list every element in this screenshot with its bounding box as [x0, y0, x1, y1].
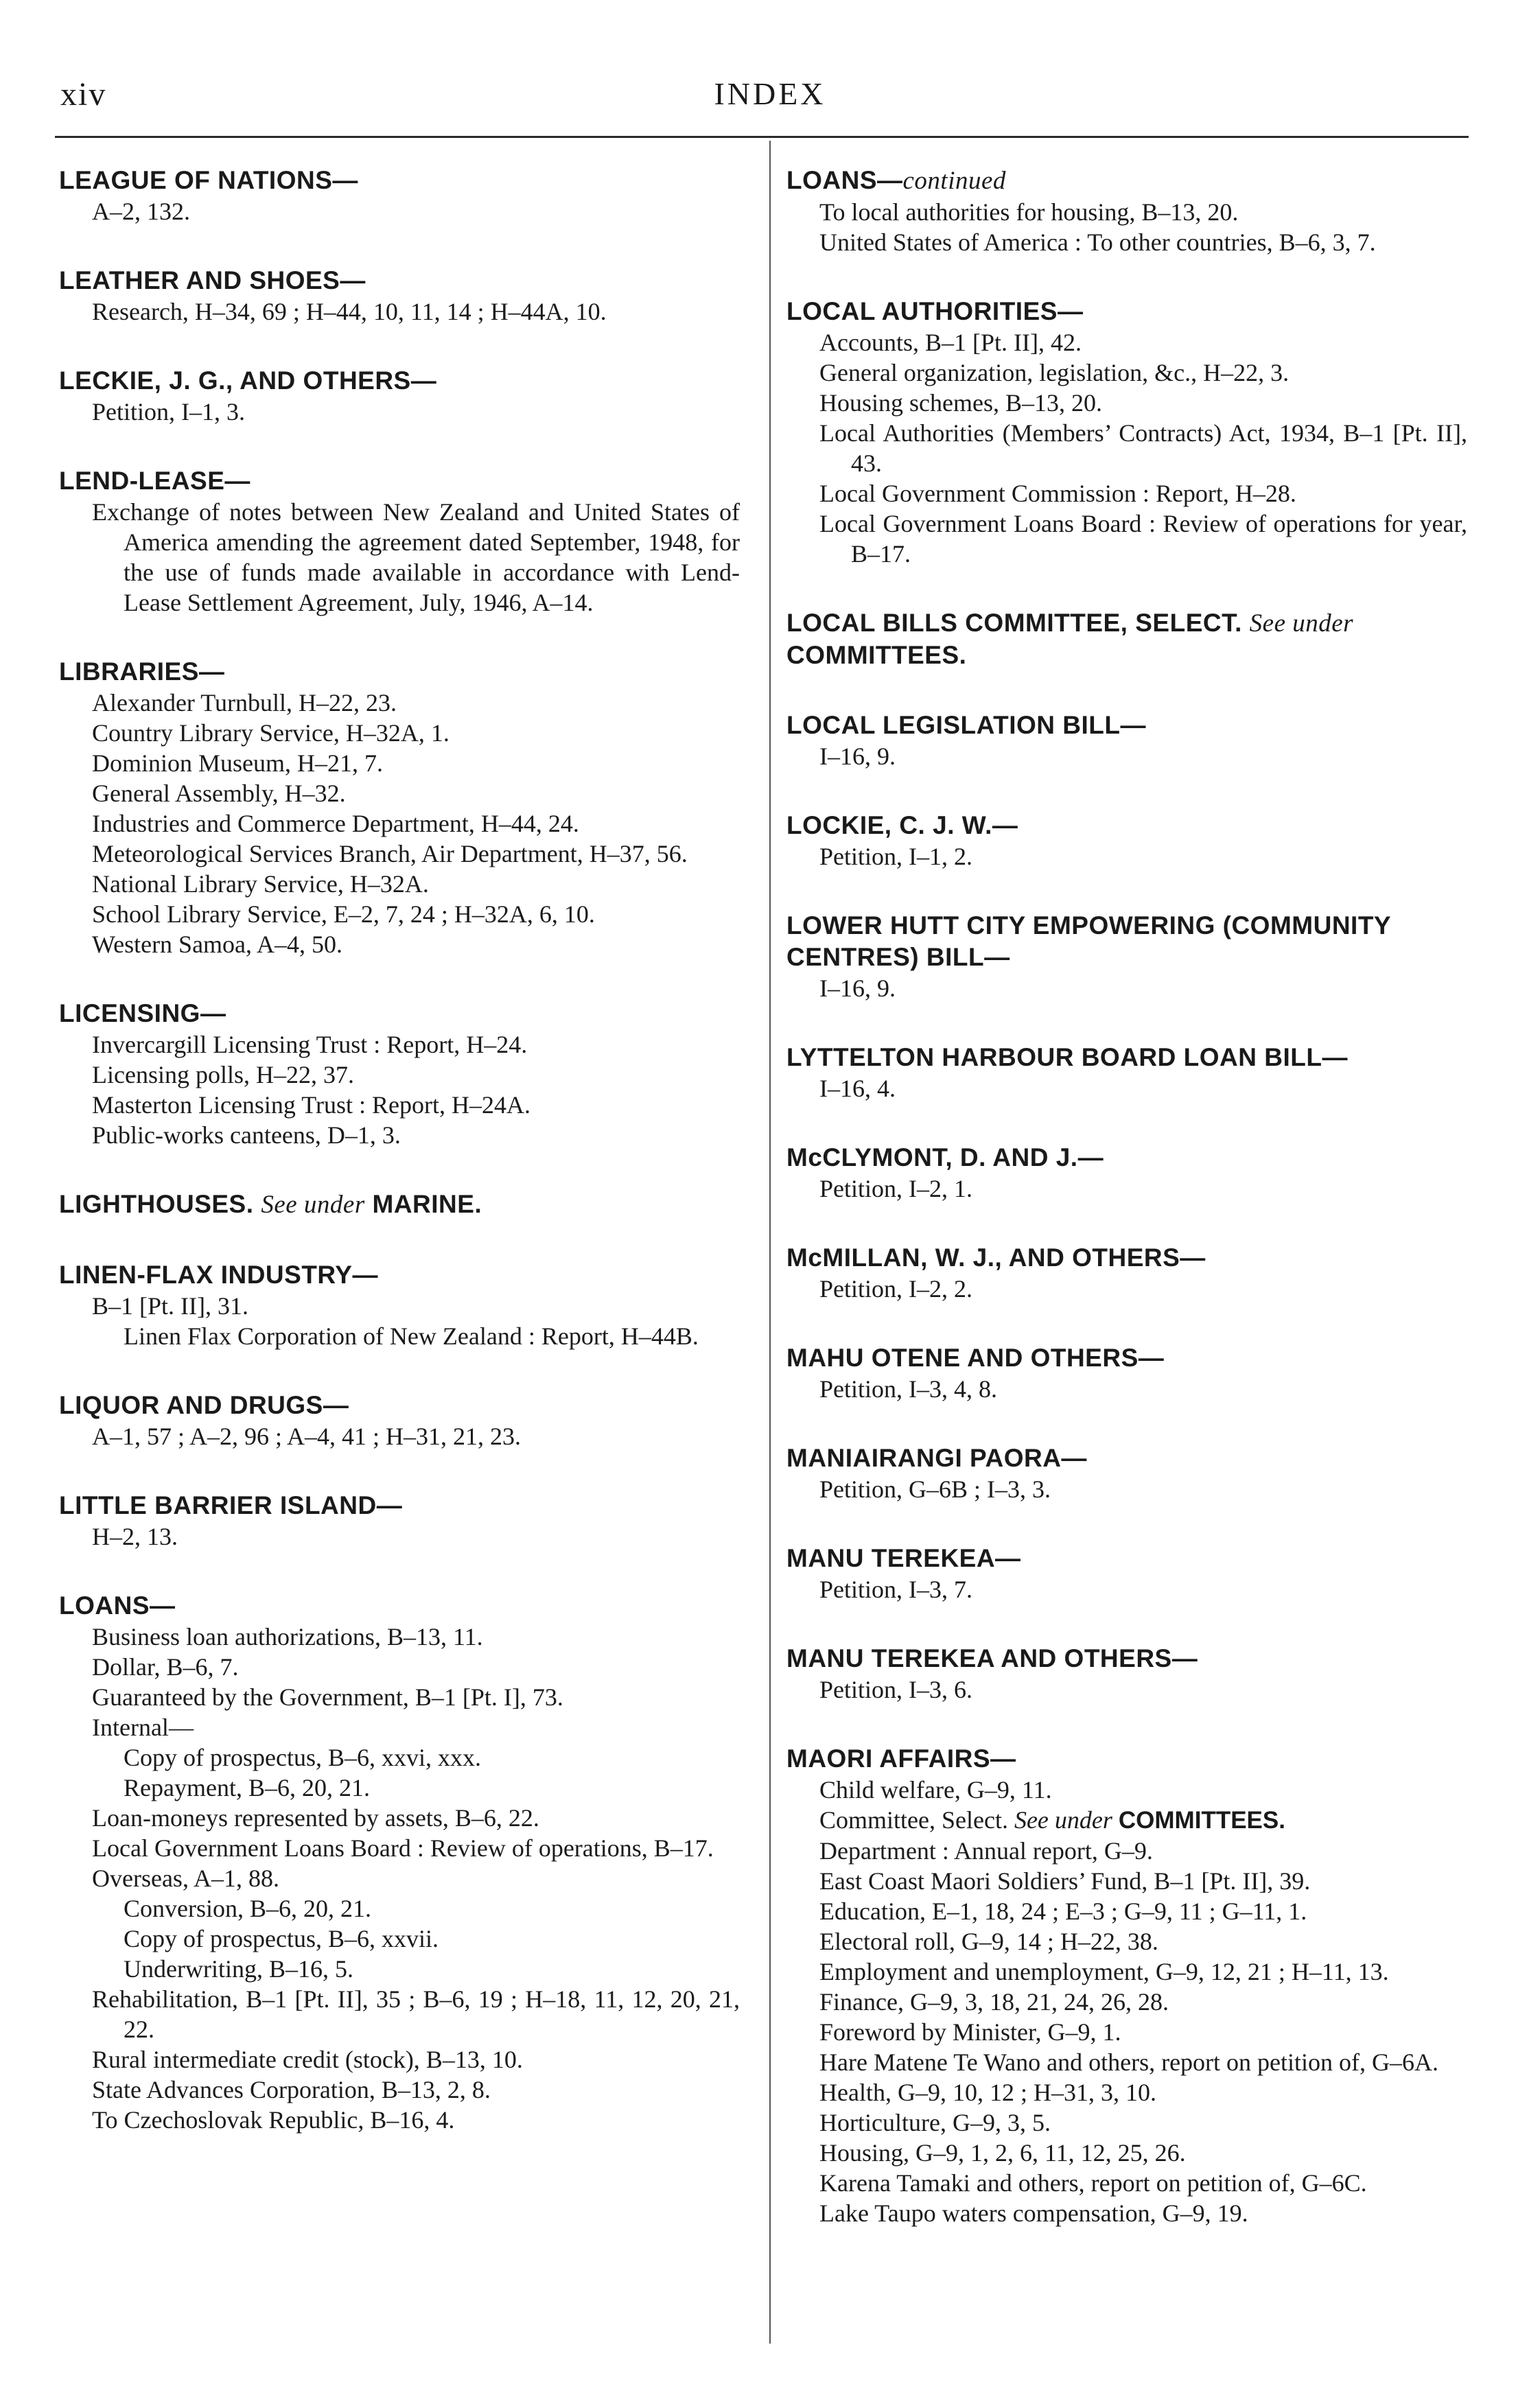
index-line: [59, 296, 740, 327]
line-text: Repayment, B–6, 20, 21.: [124, 1774, 370, 1801]
line-text: Underwriting, B–16, 5.: [124, 1955, 353, 1983]
index-line: [786, 2138, 1467, 2168]
line-text: Masterton Licensing Trust : Report, H–24A.: [92, 1091, 530, 1119]
index-line: [786, 388, 1467, 418]
index-entry: [59, 1390, 740, 1451]
heading-text: LITTLE BARRIER ISLAND—: [59, 1491, 403, 1519]
line-text: School Library Service, E–2, 7, 24 ; H–32A, 6, 10.: [92, 900, 595, 928]
index-entry: [786, 710, 1467, 771]
entry-heading: [786, 1242, 1467, 1274]
entry-heading: [786, 165, 1467, 197]
index-line: [59, 196, 740, 226]
index-line: [786, 418, 1467, 478]
heading-text: LEATHER AND SHOES—: [59, 266, 366, 294]
heading-text: MANU TEREKEA AND OTHERS—: [786, 1644, 1198, 1672]
line-text: Petition, I–3, 7.: [819, 1576, 972, 1603]
index-line: [59, 1321, 740, 1351]
line-text: Petition, I–1, 3.: [92, 398, 245, 425]
line-text: Local Authorities (Members’ Contracts) Act, 1934, B–1 [Pt. II], 43.: [819, 419, 1467, 477]
index-line: [59, 1421, 740, 1451]
line-text: Local Government Loans Board : Review of operations for year, B–17.: [819, 510, 1467, 568]
entry-heading: [59, 465, 740, 497]
cross-reference: COMMITTEES.: [1118, 1807, 1285, 1834]
index-line: [786, 2077, 1467, 2108]
line-text: Copy of prospectus, B–6, xxvi, xxx.: [124, 1744, 481, 1771]
column-divider: [769, 141, 771, 2344]
index-line: [786, 227, 1467, 257]
index-line: [786, 1674, 1467, 1705]
line-text: Industries and Commerce Department, H–44, 24.: [92, 810, 579, 837]
entry-heading: [786, 1643, 1467, 1674]
index-line: [786, 973, 1467, 1003]
line-text: Petition, I–1, 2.: [819, 843, 972, 870]
entry-heading: [59, 1390, 740, 1421]
heading-text: LYTTELTON HARBOUR BOARD LOAN BILL—: [786, 1043, 1348, 1071]
index-entry: [786, 1042, 1467, 1104]
index-entry: [59, 265, 740, 327]
heading-text: MAORI AFFAIRS—: [786, 1744, 1016, 1773]
line-text: Country Library Service, H–32A, 1.: [92, 719, 450, 747]
line-text: Petition, I–3, 4, 8.: [819, 1375, 997, 1403]
heading-text: LICENSING—: [59, 999, 226, 1027]
line-text: Petition, G–6B ; I–3, 3.: [819, 1475, 1051, 1503]
index-entry: [786, 1342, 1467, 1404]
heading-text: LOCAL BILLS COMMITTEE, SELECT.: [786, 609, 1242, 637]
heading-text: LIBRARIES—: [59, 657, 225, 686]
left-column: [59, 165, 740, 2173]
line-text: I–16, 4.: [819, 1075, 896, 1102]
index-line: [786, 1073, 1467, 1104]
line-text: General Assembly, H–32.: [92, 780, 346, 807]
entry-heading: [786, 1443, 1467, 1474]
heading-text: LOWER HUTT CITY EMPOWERING (COMMUNITY CENTRES) BILL—: [786, 911, 1391, 971]
index-line: [786, 1775, 1467, 1805]
line-text: Rehabilitation, B–1 [Pt. II], 35 ; B–6, 19 ; H–18, 11, 12, 20, 21, 22.: [92, 1985, 740, 2043]
index-line: [786, 1174, 1467, 1204]
index-line: [59, 1652, 740, 1682]
heading-suffix: continued: [902, 167, 1006, 195]
entry-heading: [786, 1342, 1467, 1374]
line-text: To Czechoslovak Republic, B–16, 4.: [92, 2106, 455, 2134]
index-entry: [59, 465, 740, 618]
index-line: [786, 2168, 1467, 2198]
line-text: Department : Annual report, G–9.: [819, 1837, 1153, 1865]
heading-text: LIQUOR AND DRUGS—: [59, 1391, 349, 1419]
line-text: A–2, 132.: [92, 198, 190, 225]
line-text: General organization, legislation, &c., H–22, 3.: [819, 359, 1290, 386]
heading-text: LECKIE, J. G., AND OTHERS—: [59, 366, 437, 395]
line-text: Dominion Museum, H–21, 7.: [92, 749, 384, 777]
line-text: Education, E–1, 18, 24 ; E–3 ; G–9, 11 ; G–11, 1.: [819, 1898, 1307, 1925]
cross-reference: COMMITTEES.: [786, 641, 967, 669]
index-entry: [786, 1643, 1467, 1705]
index-line: [786, 741, 1467, 771]
index-line: [59, 1682, 740, 1712]
line-text: Western Samoa, A–4, 50.: [92, 931, 343, 958]
line-text: Dollar, B–6, 7.: [92, 1653, 239, 1681]
heading-text: LOANS—: [786, 166, 903, 194]
line-text: Accounts, B–1 [Pt. II], 42.: [819, 329, 1082, 356]
heading-text: McCLYMONT, D. AND J.—: [786, 1143, 1104, 1171]
heading-text: LIGHTHOUSES.: [59, 1190, 254, 1218]
index-entry: [786, 810, 1467, 872]
entry-heading: [786, 1042, 1467, 1073]
index-line: [59, 899, 740, 929]
heading-text: MANU TEREKEA—: [786, 1544, 1021, 1572]
index-line: [59, 718, 740, 748]
index-line: [786, 509, 1467, 569]
index-entry: [786, 607, 1467, 671]
entry-heading: [59, 998, 740, 1029]
index-line: [59, 1622, 740, 1652]
line-text: Child welfare, G–9, 11.: [819, 1776, 1052, 1803]
index-entry: [786, 296, 1467, 569]
heading-text: MANIAIRANGI PAORA—: [786, 1444, 1087, 1472]
heading-text: LEAGUE OF NATIONS—: [59, 166, 358, 194]
line-text: United States of America : To other countries, B–6, 3, 7.: [819, 229, 1376, 256]
line-text: I–16, 9.: [819, 974, 896, 1002]
right-column: [786, 165, 1467, 2267]
heading-text: LINEN-FLAX INDUSTRY—: [59, 1261, 378, 1289]
line-text: Petition, I–2, 2.: [819, 1275, 972, 1303]
index-line: [786, 2017, 1467, 2047]
index-line: [59, 1712, 740, 1742]
index-entry: [786, 1743, 1467, 2228]
page-number: xiv: [60, 76, 107, 113]
line-text: Petition, I–2, 1.: [819, 1175, 972, 1202]
heading-text: LOANS—: [59, 1591, 176, 1620]
line-text: Rural intermediate credit (stock), B–13, 10.: [92, 2046, 523, 2073]
line-text: H–2, 13.: [92, 1523, 178, 1550]
index-line: [786, 327, 1467, 358]
index-entry: [786, 1543, 1467, 1604]
index-line: [786, 478, 1467, 509]
index-entry: [59, 1189, 740, 1221]
line-text: B–1 [Pt. II], 31.: [92, 1292, 248, 1320]
index-entry: [786, 1142, 1467, 1204]
index-entry: [786, 1443, 1467, 1504]
line-text: Lake Taupo waters compensation, G–9, 19.: [819, 2199, 1248, 2227]
index-entry: [786, 165, 1467, 257]
index-line: [59, 1521, 740, 1552]
header-rule: [55, 136, 1469, 138]
index-entry: [786, 1242, 1467, 1304]
line-text: To local authorities for housing, B–13, 20.: [819, 198, 1239, 226]
line-text: Conversion, B–6, 20, 21.: [124, 1895, 372, 1922]
entry-heading: [59, 365, 740, 397]
index-line: [59, 1863, 740, 1893]
entry-heading: [786, 1743, 1467, 1775]
index-line: [59, 1120, 740, 1150]
index-line: [59, 748, 740, 778]
index-line: [786, 2108, 1467, 2138]
heading-text: LEND-LEASE—: [59, 467, 250, 495]
entry-heading: [59, 1189, 740, 1221]
index-line: [786, 1274, 1467, 1304]
index-entry: [786, 910, 1467, 1003]
index-line: [59, 869, 740, 899]
line-text: Loan-moneys represented by assets, B–6, 22.: [92, 1804, 539, 1832]
line-text: Housing schemes, B–13, 20.: [819, 389, 1102, 417]
index-line: [59, 778, 740, 808]
index-entry: [59, 165, 740, 226]
line-text: Business loan authorizations, B–13, 11.: [92, 1623, 483, 1650]
entry-heading: [59, 165, 740, 196]
index-line: [786, 2198, 1467, 2228]
heading-text: LOCAL AUTHORITIES—: [786, 297, 1084, 325]
line-text: Meteorological Services Branch, Air Department, H–37, 56.: [92, 840, 688, 867]
index-line: [59, 2044, 740, 2075]
line-text: Local Government Loans Board : Review of operations, B–17.: [92, 1834, 714, 1862]
line-text: Employment and unemployment, G–9, 12, 21 ; H–11, 13.: [819, 1958, 1389, 1985]
index-line: [59, 1954, 740, 1984]
index-entry: [59, 998, 740, 1150]
line-text: Health, G–9, 10, 12 ; H–31, 3, 10.: [819, 2079, 1156, 2106]
entry-heading: [786, 710, 1467, 741]
index-line: [786, 1574, 1467, 1604]
line-text: Committee, Select.: [819, 1806, 1008, 1834]
entry-heading: [786, 607, 1467, 671]
line-text: Copy of prospectus, B–6, xxvii.: [124, 1925, 439, 1952]
index-line: [786, 1805, 1467, 1836]
line-text: Horticulture, G–9, 3, 5.: [819, 2109, 1051, 2136]
index-entry: [59, 365, 740, 427]
line-text: State Advances Corporation, B–13, 2, 8.: [92, 2076, 491, 2103]
line-text: Public-works canteens, D–1, 3.: [92, 1121, 401, 1149]
line-text: Linen Flax Corporation of New Zealand : Report, H–44B.: [124, 1322, 699, 1350]
line-text: A–1, 57 ; A–2, 96 ; A–4, 41 ; H–31, 21, 23.: [92, 1423, 522, 1450]
line-text: Electoral roll, G–9, 14 ; H–22, 38.: [819, 1928, 1158, 1955]
index-line: [786, 1896, 1467, 1926]
index-line: [59, 1833, 740, 1863]
index-entry: [59, 1259, 740, 1351]
index-line: [786, 1957, 1467, 1987]
index-entry: [59, 656, 740, 959]
index-line: [786, 197, 1467, 227]
index-line: [786, 1987, 1467, 2017]
index-line: [59, 1090, 740, 1120]
index-line: [59, 2075, 740, 2105]
entry-heading: [59, 1490, 740, 1521]
index-line: [786, 1836, 1467, 1866]
line-text: Internal—: [92, 1714, 194, 1741]
index-line: [59, 1742, 740, 1773]
entry-heading: [786, 1142, 1467, 1174]
index-line: [59, 497, 740, 618]
index-entry: [59, 1590, 740, 2135]
entry-heading: [59, 265, 740, 296]
index-line: [59, 1060, 740, 1090]
line-text: Research, H–34, 69 ; H–44, 10, 11, 14 ; H–44A, 10.: [92, 298, 607, 325]
index-line: [59, 397, 740, 427]
line-text: Licensing polls, H–22, 37.: [92, 1061, 354, 1088]
see-under-label: See under: [1249, 609, 1354, 638]
index-line: [786, 1474, 1467, 1504]
index-line: [59, 1291, 740, 1321]
line-text: Foreword by Minister, G–9, 1.: [819, 2018, 1121, 2046]
index-line: [59, 688, 740, 718]
line-text: East Coast Maori Soldiers’ Fund, B–1 [Pt. II], 39.: [819, 1867, 1311, 1895]
index-line: [59, 1924, 740, 1954]
index-line: [59, 1029, 740, 1060]
index-line: [59, 1773, 740, 1803]
entry-heading: [786, 1543, 1467, 1574]
entry-heading: [786, 296, 1467, 327]
index-line: [786, 1374, 1467, 1404]
index-line: [786, 1866, 1467, 1896]
line-text: Petition, I–3, 6.: [819, 1676, 972, 1703]
line-text: Guaranteed by the Government, B–1 [Pt. I], 73.: [92, 1683, 563, 1711]
heading-text: McMILLAN, W. J., AND OTHERS—: [786, 1244, 1206, 1272]
entry-heading: [59, 1590, 740, 1622]
index-line: [786, 841, 1467, 872]
entry-heading: [59, 1259, 740, 1291]
index-line: [59, 929, 740, 959]
index-line: [786, 358, 1467, 388]
line-text: Alexander Turnbull, H–22, 23.: [92, 689, 397, 716]
line-text: Karena Tamaki and others, report on petition of, G–6C.: [819, 2169, 1367, 2197]
entry-heading: [786, 910, 1467, 973]
index-line: [59, 1893, 740, 1924]
see-under-label: See under: [261, 1191, 365, 1219]
line-text: Housing, G–9, 1, 2, 6, 11, 12, 25, 26.: [819, 2139, 1186, 2167]
line-text: Hare Matene Te Wano and others, report on petition of, G–6A.: [819, 2048, 1439, 2076]
heading-text: LOCKIE, C. J. W.—: [786, 811, 1018, 839]
line-text: I–16, 9.: [819, 743, 896, 770]
line-text: Invercargill Licensing Trust : Report, H–24.: [92, 1031, 528, 1058]
index-line: [786, 1926, 1467, 1957]
heading-text: LOCAL LEGISLATION BILL—: [786, 711, 1146, 739]
see-under-label: See under: [1014, 1806, 1112, 1834]
index-entry: [59, 1490, 740, 1552]
entry-heading: [786, 810, 1467, 841]
page-title: INDEX: [714, 76, 826, 111]
index-line: [59, 808, 740, 839]
line-text: Finance, G–9, 3, 18, 21, 24, 26, 28.: [819, 1988, 1169, 2016]
line-text: Local Government Commission : Report, H–28.: [819, 480, 1296, 507]
index-line: [59, 1984, 740, 2044]
line-text: National Library Service, H–32A.: [92, 870, 429, 898]
cross-reference: MARINE.: [372, 1190, 482, 1218]
line-text: Overseas, A–1, 88.: [92, 1865, 279, 1892]
index-line: [59, 1803, 740, 1833]
index-line: [59, 2105, 740, 2135]
line-text: Exchange of notes between New Zealand and United States of America amending the agreement dated September, 1948, for the use of funds made available in accordance with Lend-Lease Settlement Agreement, July, 1946, A–14.: [92, 498, 740, 616]
entry-heading: [59, 656, 740, 688]
index-line: [59, 839, 740, 869]
index-line: [786, 2047, 1467, 2077]
heading-text: MAHU OTENE AND OTHERS—: [786, 1344, 1165, 1372]
